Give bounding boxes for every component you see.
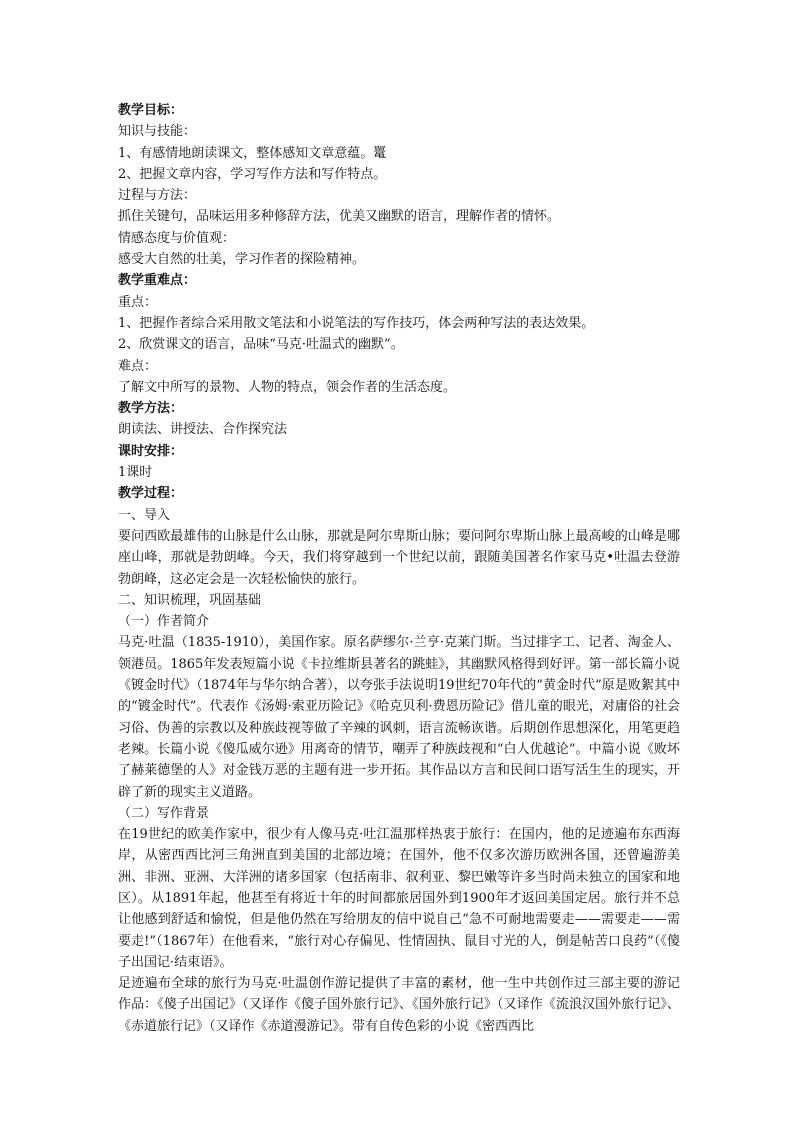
text-line: 感受大自然的壮美，学习作者的探险精神。 xyxy=(118,252,366,268)
section-heading: 教学过程： xyxy=(118,486,184,502)
background-paragraph: 在19世纪的欧美作家中，很少有人像马克·吐江温那样热衷于旅行：在国内，他的足迹遍布东西海岸，从密西西比河三角洲直到美国的北部边境；在国外，他不仅多次游历欧洲各国，还曾遍游美洲、非洲、亚洲、大洋洲的诸多国家（包括南非、叙利亚、黎巴嫩等许多当时尚未独立的国家和地区）。从1891年起，他甚至有将近十年的时间都旅居国外到1900年才返回美国定居。旅行并不总让他感到舒适和愉悦，但是他仍然在写给朋友的信中说自己“急不可耐地需要走——需要走——需要走!”（1867年）在他看来，“旅行对心存偏见、性情固执、鼠目寸光的人，倒是帖苦口良药”（《傻子出国记·结束语》。 xyxy=(118,827,680,970)
text-line: 2、把握文章内容，学习写作方法和写作特点。 xyxy=(118,166,387,182)
document-page xyxy=(118,100,680,1037)
section-2-title: 二、知识梳理，巩固基础 xyxy=(118,592,262,608)
header-lines xyxy=(118,100,680,526)
section-heading: 课时安排： xyxy=(118,443,184,459)
text-line: 重点： xyxy=(118,294,158,310)
text-line: 了解文中所写的景物、人物的特点，领会作者的生活态度。 xyxy=(118,379,457,395)
author-paragraph: 马克·吐温（1835-1910），美国作家。原名萨缪尔·兰亨·克莱门斯。当过排字工、记者、淘金人、领港员。1865年发表短篇小说《卡拉维斯县著名的跳蛙》，其幽默风格得到好评。第一部长篇小说《镀金时代》（1874年与华尔纳合著），以夸张手法说明19世纪70年代的“黄金时代”原是败絮其中的“镀金时代”。代表作《汤姆·索亚历险记》《哈克贝利·费恩历险记》借儿童的眼光，对庸俗的社会习俗、伪善的宗教以及种族歧视等做了辛辣的讽刺，语言流畅诙谐。后期创作思想深化，用笔更趋老辣。长篇小说《傻瓜威尔逊》用离奇的情节，嘲弄了种族歧视和“白人优越论”。中篇小说《败坏了赫莱德堡的人》对金钱万恶的主题有进一步开拓。其作品以方言和民间口语写活生生的现实，开辟了新的现实主义道路。 xyxy=(118,635,680,800)
text-line: 2、欣赏课文的语言，品味“马克·吐温式的幽默”。 xyxy=(118,337,404,353)
text-line: 1、把握作者综合采用散文笔法和小说笔法的写作技巧，体会两种写法的表达效果。 xyxy=(118,315,595,331)
text-line: 1课时 xyxy=(118,465,153,481)
text-line: 难点： xyxy=(118,358,158,374)
text-line: 朗读法、讲授法、合作探究法 xyxy=(118,422,288,438)
section-heading: 教学目标： xyxy=(118,103,184,118)
section-heading: 教学方法： xyxy=(118,401,184,417)
subsection-background-title: （二）写作背景 xyxy=(118,805,210,821)
intro-paragraph: 要问西欧最雄伟的山脉是什么山脉，那就是阿尔卑斯山脉；要问阿尔卑斯山脉上最高峻的山峰是哪座山峰，那就是勃朗峰。今天，我们将穿越到一个世纪以前，跟随美国著名作家马克•吐温去登游勃朗峰，这必定会是一次轻松愉快的旅行。 xyxy=(118,528,680,587)
subsection-author-title: （一）作者简介 xyxy=(118,614,210,630)
text-line: 抓住关键句，品味运用多种修辞方法，优美又幽默的语言，理解作者的情怀。 xyxy=(118,209,561,225)
section-heading: 教学重难点： xyxy=(118,273,197,289)
text-line: 情感态度与价值观： xyxy=(118,230,236,246)
travel-paragraph: 足迹遍布全球的旅行为马克·吐温创作游记提供了丰富的素材，他一生中共创作过三部主要的游记作品：《傻子出国记》（又译作《傻子国外旅行记》、《国外旅行记》（又译作《流浪汉国外旅行记》、《赤道旅行记》（又译作《赤道漫游记》。带有自传色彩的小说《密西西比 xyxy=(118,976,680,1034)
text-line: 知识与技能： xyxy=(118,124,197,140)
text-line: 过程与方法： xyxy=(118,188,197,204)
text-line: 一、导入 xyxy=(118,507,171,523)
text-line: 1、有感情地朗读课文，整体感知文章意蕴。鼍 xyxy=(118,145,387,161)
